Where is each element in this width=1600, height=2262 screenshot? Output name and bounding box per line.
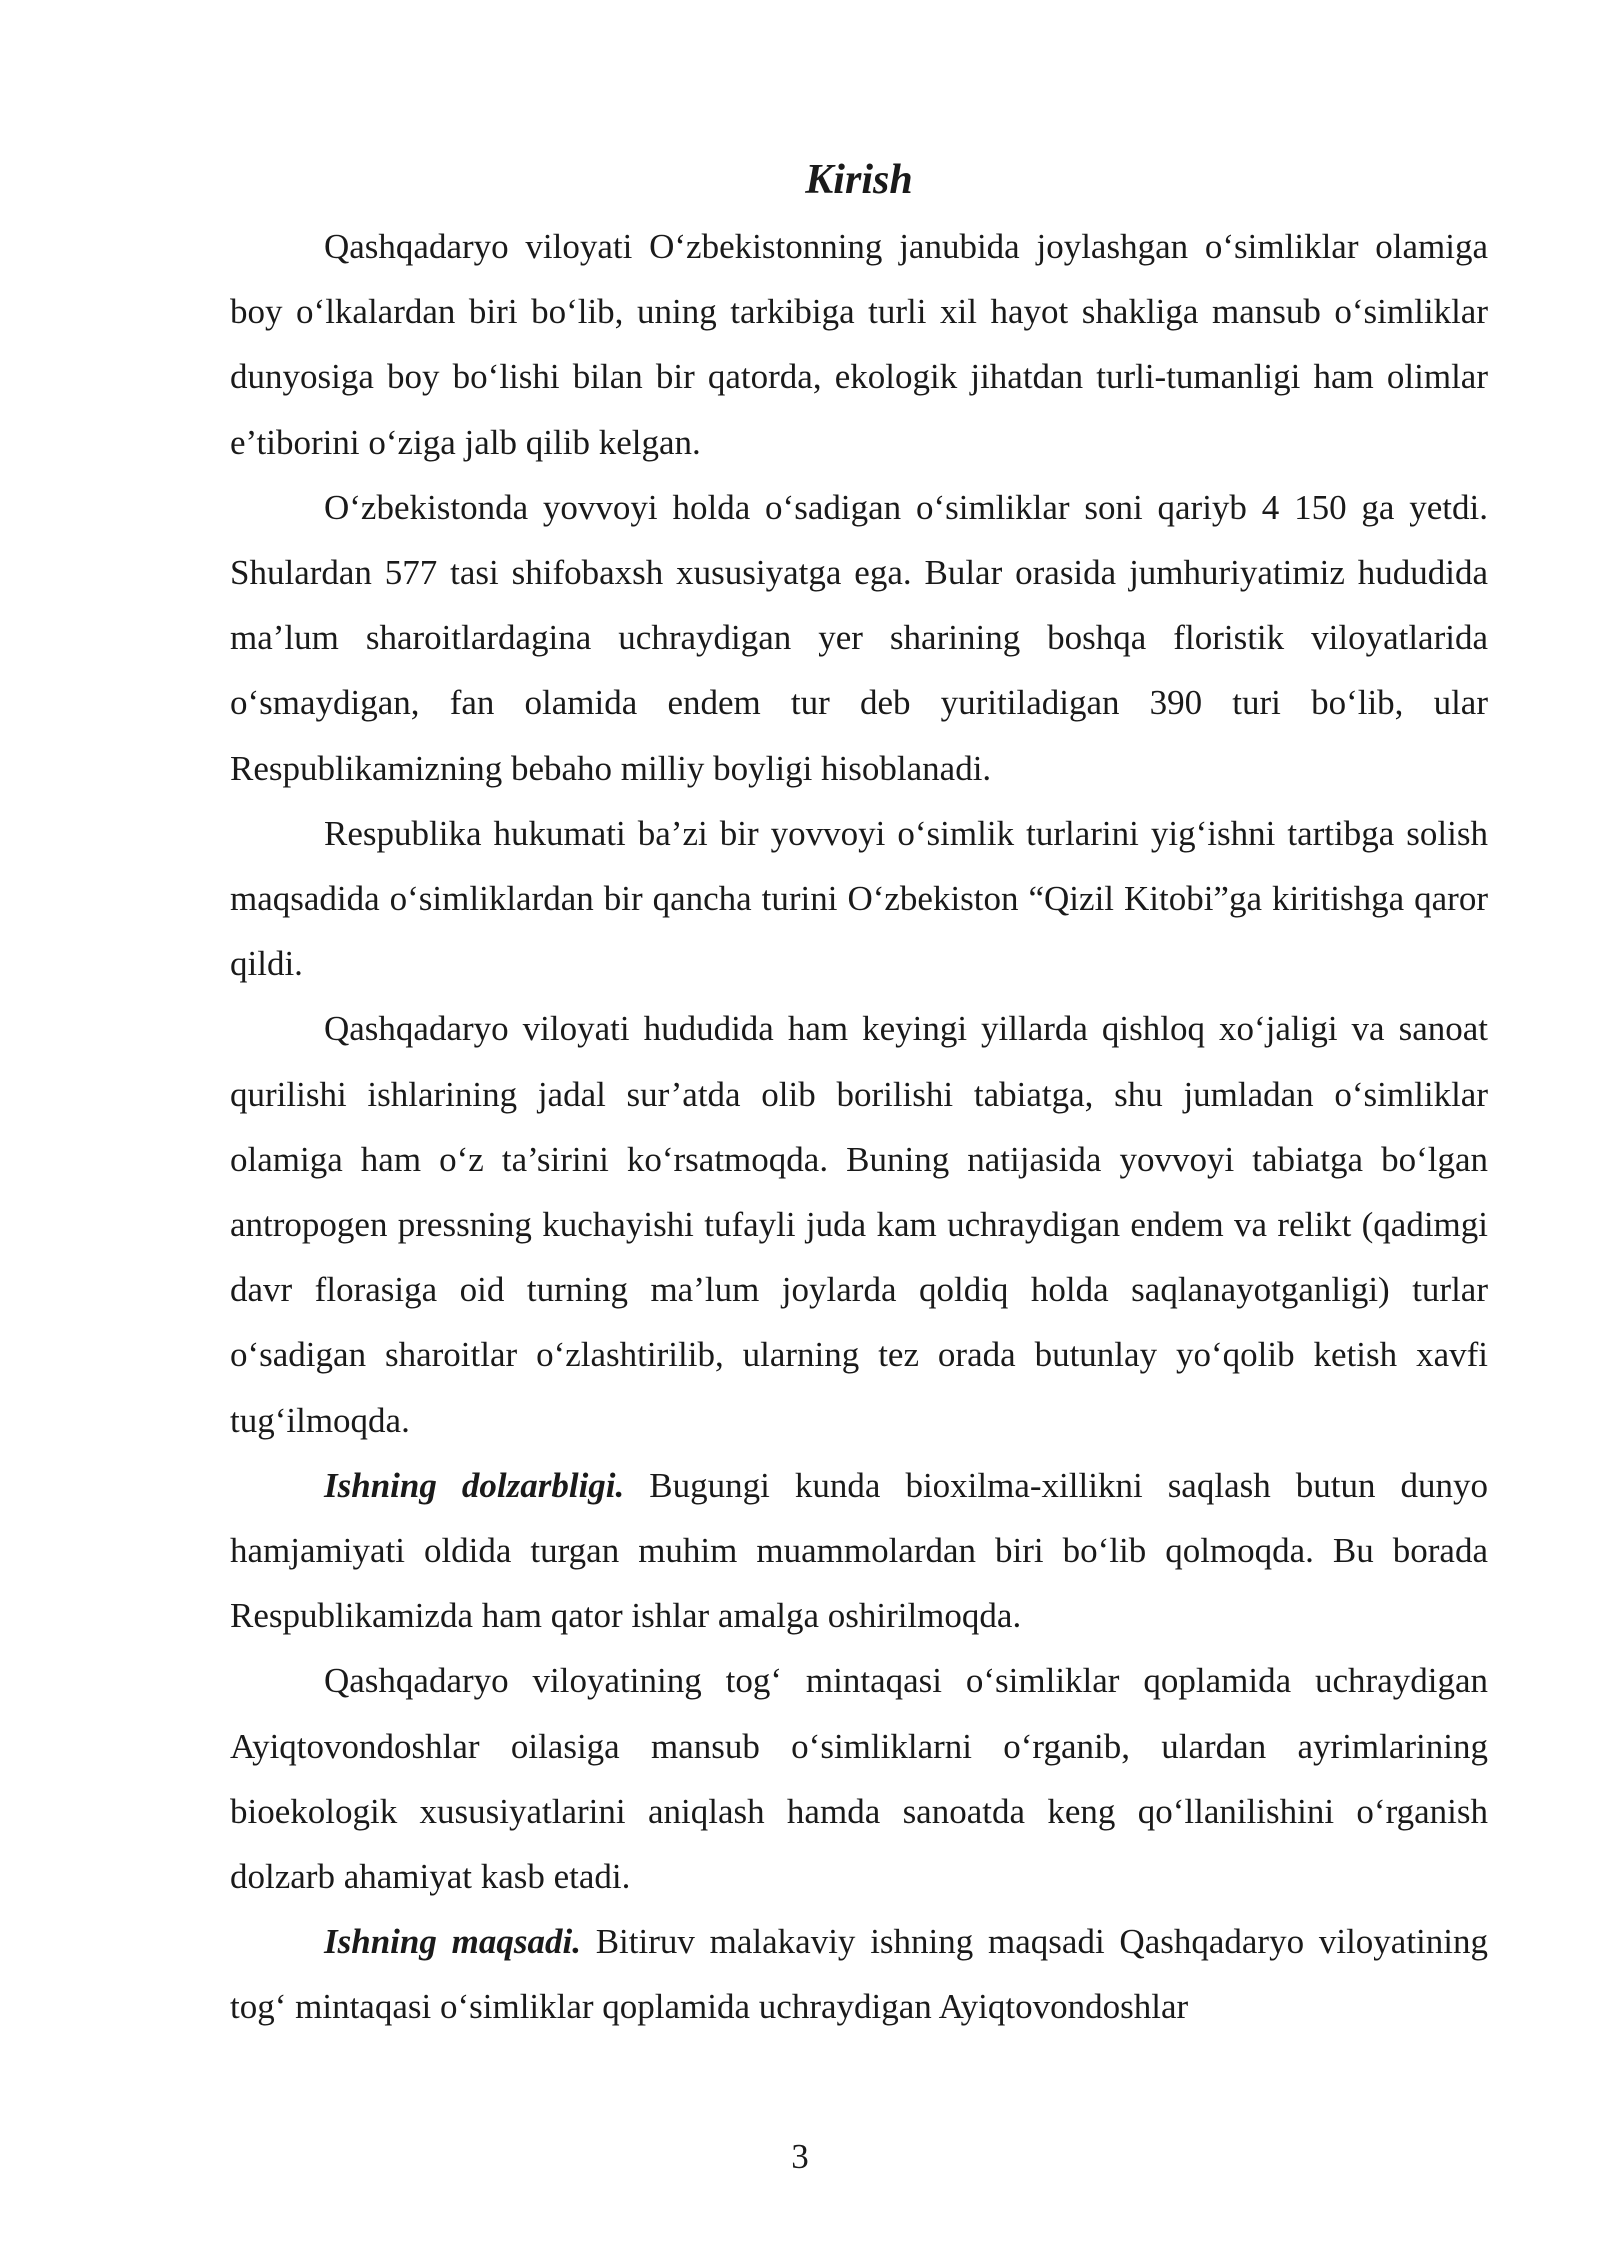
paragraph <box>230 475 1488 801</box>
paragraph-text: O‘zbekistonda yovvoyi holda o‘sadigan o‘simliklar soni qariyb 4 150 ga yetdi. Shulardan 577 tasi shifobaxsh xususiyatga ega. Bular orasida jumhuriyatimiz hududida ma’lum sharoitlardagina uchraydigan yer sharining boshqa floristik viloyatlarida o‘smaydigan, fan olamida endem tur deb yuritiladigan 390 turi bo‘lib, ular Respublikamizning bebaho milliy boyligi hisoblanadi. <box>230 487 1488 788</box>
paragraph <box>230 801 1488 997</box>
paragraph-lead: Ishning dolzarbligi. <box>324 1465 625 1505</box>
paragraph <box>230 214 1488 475</box>
paragraph-text: Bitiruv malakaviy ishning maqsadi Qashqadaryo viloyatining tog‘ mintaqasi o‘simliklar qoplamida uchraydigan Ayiqtovondoshlar <box>230 1922 1489 2027</box>
paragraph-text: Bugungi kunda bioxilma-xillikni saqlash butun dunyo hamjamiyati oldida turgan muhim muammolardan biri bo‘lib qolmoqda. Bu borada Respublikamizda ham qator ishlar amalga oshirilmoqda. <box>230 1465 1488 1636</box>
paragraph <box>230 996 1488 1452</box>
paragraph-text: Qashqadaryo viloyati O‘zbekistonning janubida joylashgan o‘simliklar olamiga boy o‘lkalardan biri bo‘lib, uning tarkibiga turli xil hayot shakliga mansub o‘simliklar dunyosiga boy bo‘lishi bilan bir qatorda, ekologik jihatdan turli-tumanligi ham olimlar e’tiborini o‘ziga jalb qilib kelgan. <box>230 227 1488 462</box>
section-title: Kirish <box>805 157 913 203</box>
paragraph-text: Respublika hukumati ba’zi bir yovvoyi o‘simlik turlarini yig‘ishni tartibga solish maqsadida o‘simliklardan bir qancha turini O‘zbekiston “Qizil Kitobi”ga kiritishga qaror qildi. <box>230 813 1488 984</box>
paragraph-text: Qashqadaryo viloyati hududida ham keyingi yillarda qishloq xo‘jaligi va sanoat qurilishi ishlarining jadal sur’atda olib borilishi tabiatga, shu jumladan o‘simliklar olamiga ham o‘z ta’sirini ko‘rsatmoqda. Buning natijasida yovvoyi tabiatga bo‘lgan antropogen pressning kuchayishi tufayli juda kam uchraydigan endem va relikt (qadimgi davr florasiga oid turning ma’lum joylarda qoldiq holda saqlanayotganligi) turlar o‘sadigan sharoitlar o‘zlashtirilib, ularning tez orada butunlay yo‘qolib ketish xavfi tug‘ilmoqda. <box>230 1009 1488 1440</box>
paragraph-text: Qashqadaryo viloyatining tog‘ mintaqasi o‘simliklar qoplamida uchraydigan Ayiqtovondoshlar oilasiga mansub o‘simliklarni o‘rganib, ulardan ayrimlarining bioekologik xususiyatlarini aniqlash hamda sanoatda keng qo‘llanilishini o‘rganish dolzarb ahamiyat kasb etadi. <box>230 1661 1488 1897</box>
paragraph-relevance <box>230 1453 1488 1649</box>
page-content <box>230 150 1488 2040</box>
page-number: 3 <box>791 2137 809 2176</box>
paragraph-goal <box>230 1909 1488 2039</box>
paragraph-lead: Ishning maqsadi. <box>324 1922 581 1962</box>
paragraph <box>230 1648 1488 1909</box>
